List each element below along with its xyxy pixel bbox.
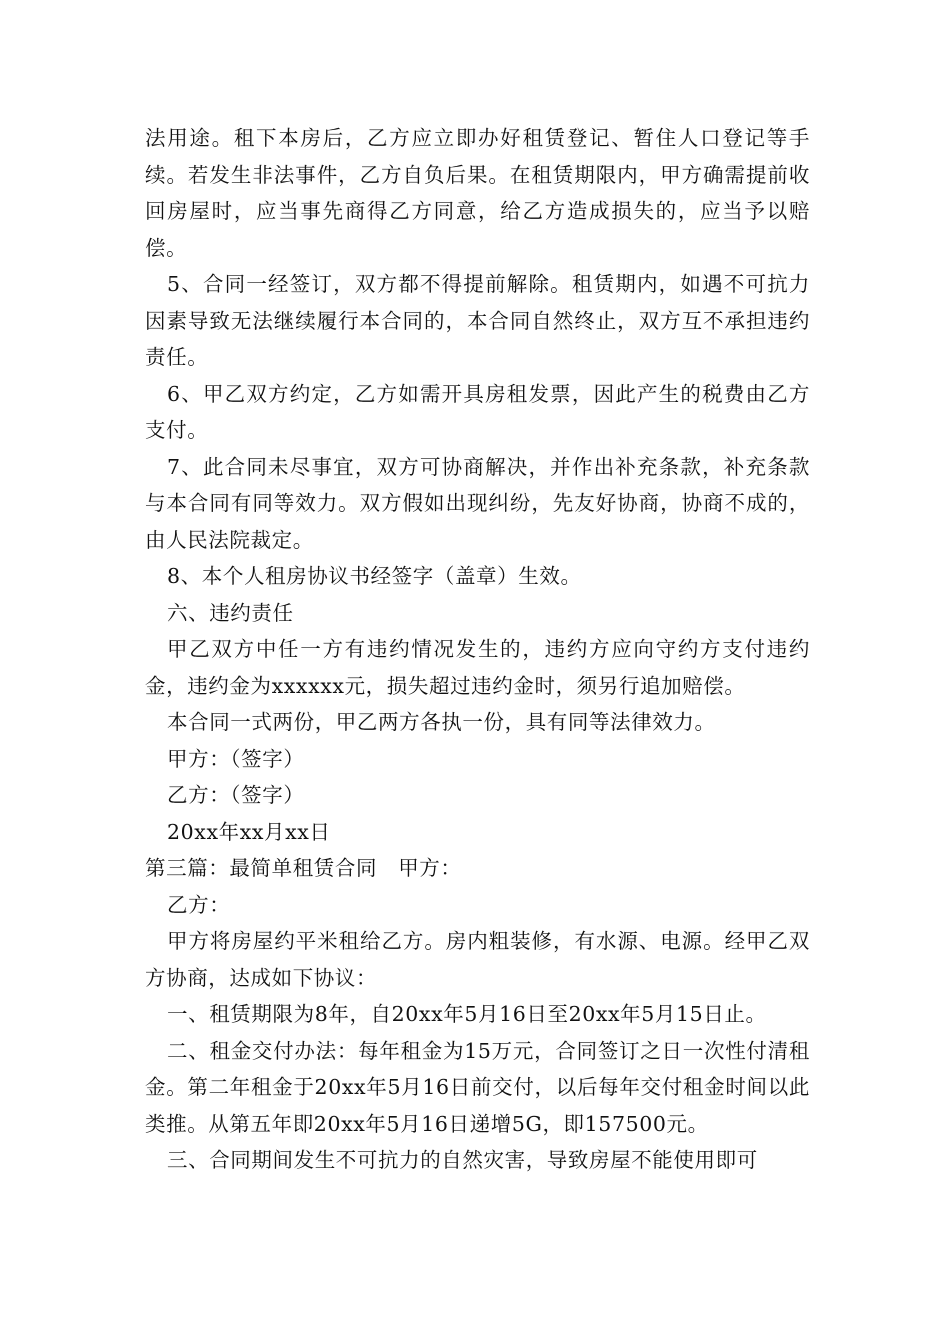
clause-5: 5、合同一经签订，双方都不得提前解除。租赁期内，如遇不可抗力因素导致无法继续履行本合同的，本合同自然终止，双方互不承担违约责任。	[145, 272, 810, 369]
party-a-signature: 甲方：（签字）	[167, 746, 305, 771]
party-b-line: 乙方：	[167, 892, 231, 917]
force-majeure-clause: 三、合同期间发生不可抗力的自然灾害，导致房屋不能使用即可	[167, 1148, 758, 1172]
clause-8: 8、本个人租房协议书经签字（盖章）生效。	[167, 564, 582, 588]
party-b-signature: 乙方：（签字）	[167, 783, 305, 807]
signing-date: 20xx年xx月xx日	[167, 819, 331, 844]
document-body	[145, 120, 810, 1179]
clause-6: 6、甲乙双方约定，乙方如需开具房租发票，因此产生的税费由乙方支付。	[145, 381, 810, 442]
breach-clause: 甲乙双方中任一方有违约情况发生的，违约方应向守约方支付违约金，违约金为xxxxxx元，损失超过违约金时，须另行追加赔偿。	[145, 637, 810, 698]
paragraph-continuation: 法用途。租下本房后，乙方应立即办好租赁登记、暂住人口登记等手续。若发生非法事件，乙方自负后果。在租赁期限内，甲方确需提前收回房屋时，应当事先商得乙方同意，给乙方造成损失的，应当予以赔偿。	[145, 126, 810, 260]
clause-7: 7、此合同未尽事宜，双方可协商解决，并作出补充条款，补充条款与本合同有同等效力。双方假如出现纠纷，先友好协商，协商不成的，由人民法院裁定。	[145, 454, 810, 552]
rent-payment-clause: 二、租金交付办法：每年租金为15万元，合同签订之日一次性付清租金。第二年租金于20xx年5月16日前交付，以后每年交付租金时间以此类推。从第五年即20xx年5月16日递增5G，即157500元。	[145, 1038, 810, 1136]
lease-term-clause: 一、租赁期限为8年，自20xx年5月16日至20xx年5月15日止。	[167, 1002, 767, 1026]
article-three-title: 第三篇：最简单租赁合同 甲方：	[145, 856, 462, 880]
copies-clause: 本合同一式两份，甲乙两方各执一份，具有同等法律效力。	[167, 710, 716, 734]
section-heading-breach: 六、违约责任	[167, 600, 294, 625]
lease-intro: 甲方将房屋约平米租给乙方。房内粗装修，有水源、电源。经甲乙双方协商，达成如下协议：	[145, 929, 810, 990]
